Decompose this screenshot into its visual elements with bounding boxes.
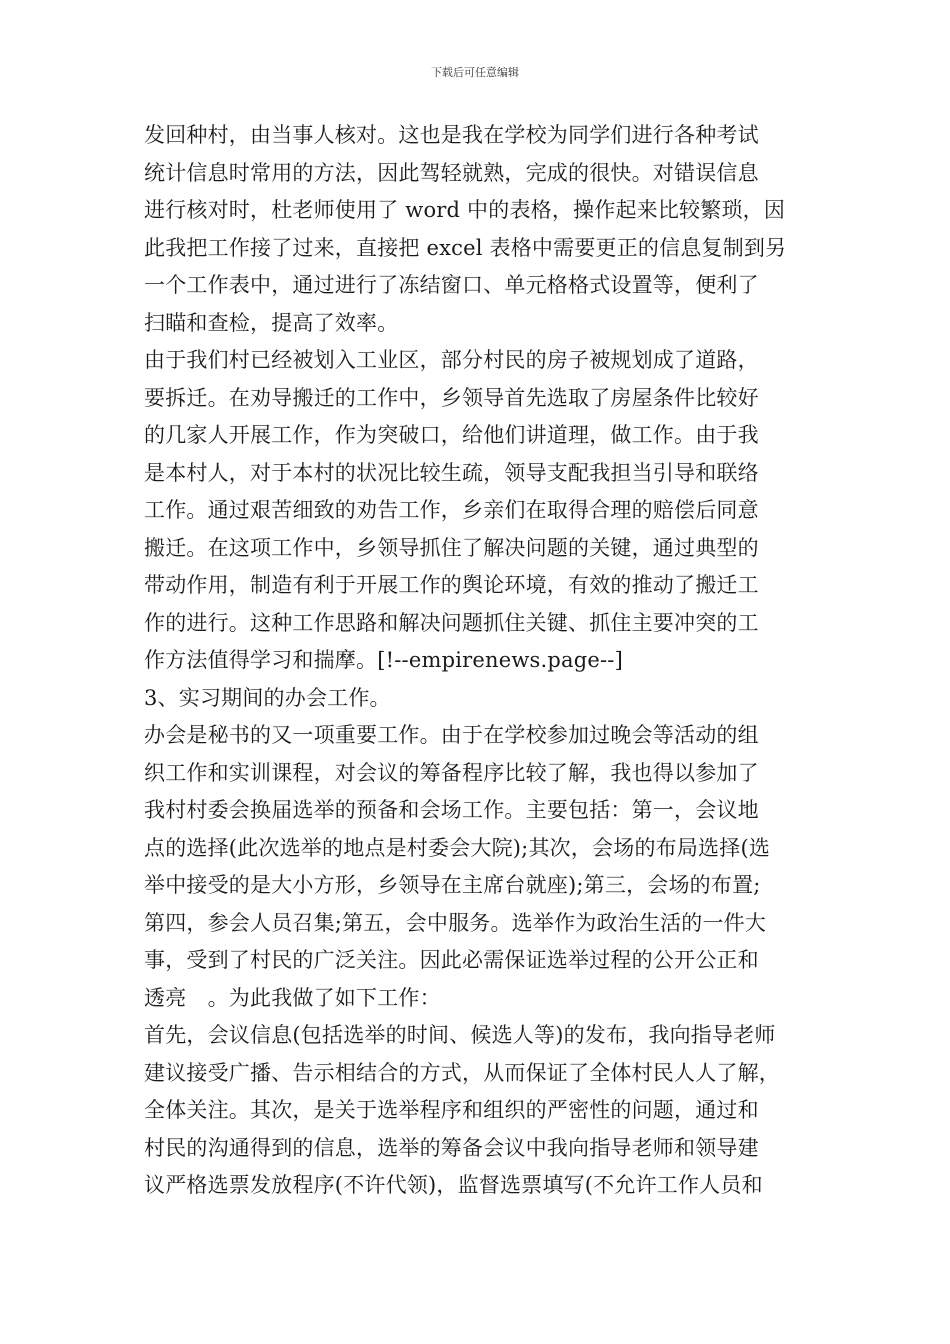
document-body	[144, 117, 816, 1205]
text-line: 带动作用，制造有利于开展工作的舆论环境，有效的推动了搬迁工	[144, 573, 759, 597]
text-line: 议严格选票发放程序(不许代领)，监督选票填写(不允许工作人员和	[144, 1173, 763, 1197]
text-line: 首先，会议信息(包括选举的时间、候选人等)的发布，我向指导老师	[144, 1023, 776, 1047]
text-line: 工作。通过艰苦细致的劝告工作，乡亲们在取得合理的赔偿后同意	[144, 498, 759, 522]
page-header: 下载后可任意编辑	[431, 66, 519, 79]
text-line: 作方法值得学习和揣摩。[!--empirenews.page--]	[144, 648, 623, 672]
text-line: 此我把工作接了过来，直接把 excel 表格中需要更正的信息复制到另	[144, 235, 787, 260]
text-line: 进行核对时，杜老师使用了 word 中的表格，操作起来比较繁琐，因	[144, 198, 786, 222]
text-line: 一个工作表中，通过进行了冻结窗口、单元格格式设置等，便利了	[144, 273, 759, 297]
text-line: 统计信息时常用的方法，因此驾轻就熟，完成的很快。对错误信息	[144, 160, 759, 185]
text-line: 搬迁。在这项工作中，乡领导抓住了解决问题的关键，通过典型的	[144, 535, 759, 560]
text-line: 事，受到了村民的广泛关注。因此必需保证选举过程的公开公正和	[144, 948, 759, 972]
text-line: 我村村委会换届选举的预备和会场工作。主要包括：第一，会议地	[144, 798, 759, 822]
section-heading: 3、实习期间的办会工作。	[144, 685, 391, 710]
text-line: 是本村人，对于本村的状况比较生疏，领导支配我担当引导和联络	[144, 460, 759, 485]
text-line: 村民的沟通得到的信息，选举的筹备会议中我向指导老师和领导建	[144, 1135, 759, 1160]
text-line: 点的选择(此次选举的地点是村委会大院);其次，会场的布局选择(选	[144, 835, 771, 860]
text-line: 作的进行。这种工作思路和解决问题抓住关键、抓住主要冲突的工	[144, 610, 759, 635]
text-line: 透亮 。为此我做了如下工作：	[144, 985, 441, 1010]
text-line: 办会是秘书的又一项重要工作。由于在学校参加过晚会等活动的组	[144, 723, 759, 747]
text-line: 举中接受的是大小方形，乡领导在主席台就座);第三，会场的布置;	[144, 873, 761, 897]
text-line: 要拆迁。在劝导搬迁的工作中，乡领导首先选取了房屋条件比较好	[144, 385, 759, 410]
text-line: 扫瞄和查检，提高了效率。	[144, 310, 399, 335]
text-line: 第四，参会人员召集;第五，会中服务。选举作为政治生活的一件大	[144, 910, 767, 935]
text-line: 由于我们村已经被划入工业区，部分村民的房子被规划成了道路，	[144, 348, 759, 372]
text-line: 建议接受广播、告示相结合的方式，从而保证了全体村民人人了解，	[144, 1060, 780, 1085]
text-line: 发回种村，由当事人核对。这也是我在学校为同学们进行各种考试	[144, 123, 759, 147]
text-line: 的几家人开展工作，作为突破口，给他们讲道理，做工作。由于我	[144, 423, 759, 447]
text-line: 织工作和实训课程，对会议的筹备程序比较了解，我也得以参加了	[144, 760, 759, 785]
text-line: 全体关注。其次，是关于选举程序和组织的严密性的问题，通过和	[144, 1098, 759, 1122]
